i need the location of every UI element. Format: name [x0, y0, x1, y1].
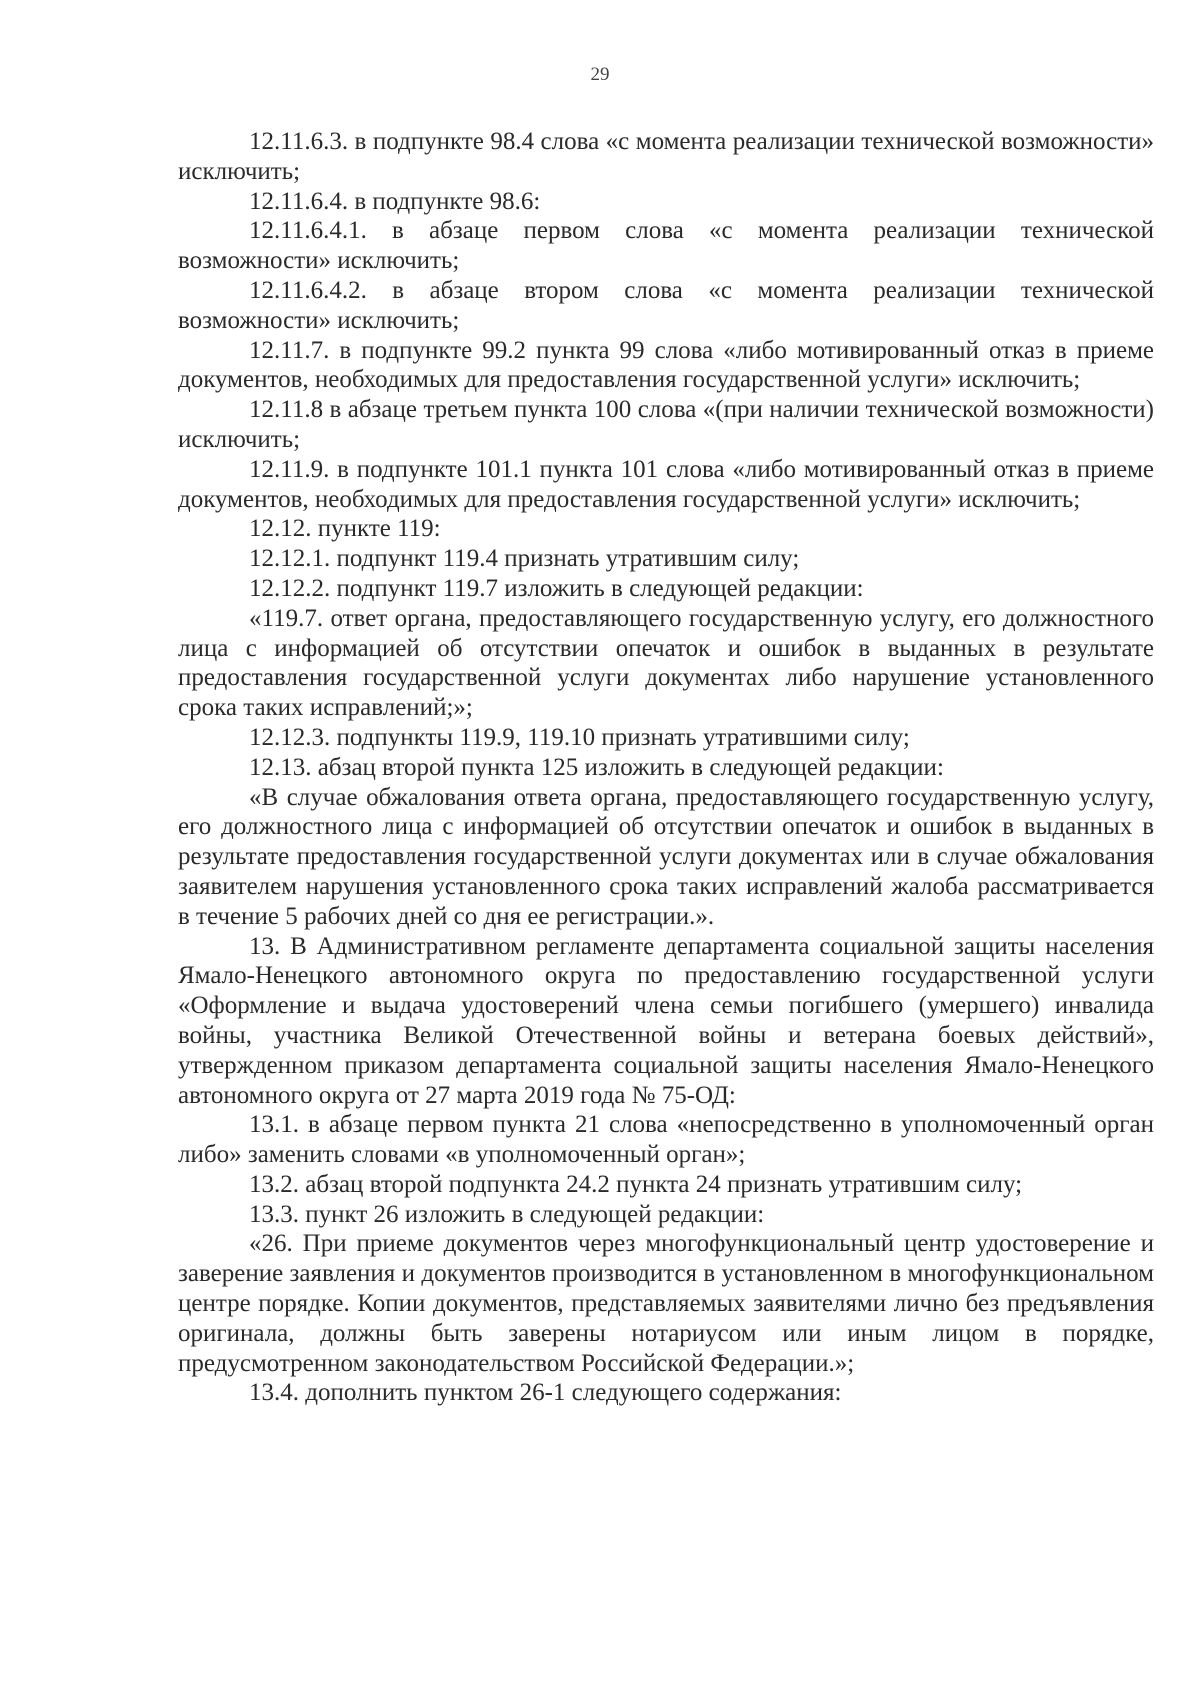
paragraph: 13.1. в абзаце первом пункта 21 слова «непосредственно в уполномоченный орган либо» заменить словами «в уполномоченный орган»; [178, 1111, 1154, 1169]
paragraph: 13.3. пункт 26 изложить в следующей редакции: [249, 1200, 765, 1228]
paragraph: 13. В Административном регламенте департамента социальной защиты населения Ямало-Ненецкого автономного округа по предоставлению государственной услуги «Оформление и выдача удостоверений члена семьи погибшего (умершего) инвалида войны, участника Великой Отечественной войны и ветерана боевых действий», утвержденном приказом департамента социальной защиты населения Ямало-Ненецкого автономного округа от 27 марта 2019 года № 75-ОД: [178, 932, 1154, 1109]
paragraph: 13.2. абзац второй подпункта 24.2 пункта 24 признать утратившим силу; [249, 1170, 1023, 1198]
paragraph: 12.11.6.4. в подпункте 98.6: [249, 187, 541, 215]
paragraph: 12.11.9. в подпункте 101.1 пункта 101 слова «либо мотивированный отказ в приеме документов, необходимых для предоставления государственной услуги» исключить; [178, 455, 1154, 513]
paragraph: 12.12.2. подпункт 119.7 изложить в следующей редакции: [249, 574, 864, 602]
paragraph: 13.4. дополнить пунктом 26-1 следующего содержания: [249, 1379, 842, 1407]
paragraph: 12.13. абзац второй пункта 125 изложить в следующей редакции: [249, 753, 944, 781]
paragraph: 12.11.8 в абзаце третьем пункта 100 слова «(при наличии технической возможности) исключить; [178, 396, 1154, 453]
paragraph: 12.12.1. подпункт 119.4 признать утратившим силу; [249, 545, 800, 573]
paragraph: «В случае обжалования ответа органа, предоставляющего государственную услугу, его должностного лица с информацией об отсутствии опечаток и ошибок в выданных в результате предоставления государственной услуги документах или в случае обжалования заявителем нарушения установленного срока таких исправлений жалоба рассматривается в течение 5 рабочих дней со дня ее регистрации.». [178, 783, 1154, 930]
paragraph: 12.11.6.4.2. в абзаце втором слова «с момента реализации технической возможности» исключить; [178, 276, 1154, 334]
paragraph: 12.11.6.4.1. в абзаце первом слова «с момента реализации технической возможности» исключить; [178, 217, 1154, 275]
paragraph: 12.11.6.3. в подпункте 98.4 слова «с момента реализации технической возможности» исключить; [178, 128, 1154, 185]
paragraph: 12.11.7. в подпункте 99.2 пункта 99 слова «либо мотивированный отказ в приеме документов, необходимых для предоставления государственной услуги» исключить; [178, 336, 1154, 394]
paragraph: «26. При приеме документов через многофункциональный центр удостоверение и заверение заявления и документов производится в установленном в многофункциональном центре порядке. Копии документов, представляемых заявителями лично без предъявления оригинала, должны быть заверены нотариусом или иным лицом в порядке, предусмотренном законодательством Российской Федерации.»; [178, 1230, 1154, 1377]
paragraph: 12.12. пункте 119: [249, 515, 441, 543]
paragraph: «119.7. ответ органа, предоставляющего государственную услугу, его должностного лица с информацией об отсутствии опечаток и ошибок в выданных в результате предоставления государственной услуги документах либо нарушение установленного срока таких исправлений;»; [178, 604, 1154, 722]
page-number: 29 [590, 64, 610, 85]
paragraph: 12.12.3. подпункты 119.9, 119.10 признать утратившими силу; [249, 723, 910, 751]
document-body [178, 127, 1154, 1408]
